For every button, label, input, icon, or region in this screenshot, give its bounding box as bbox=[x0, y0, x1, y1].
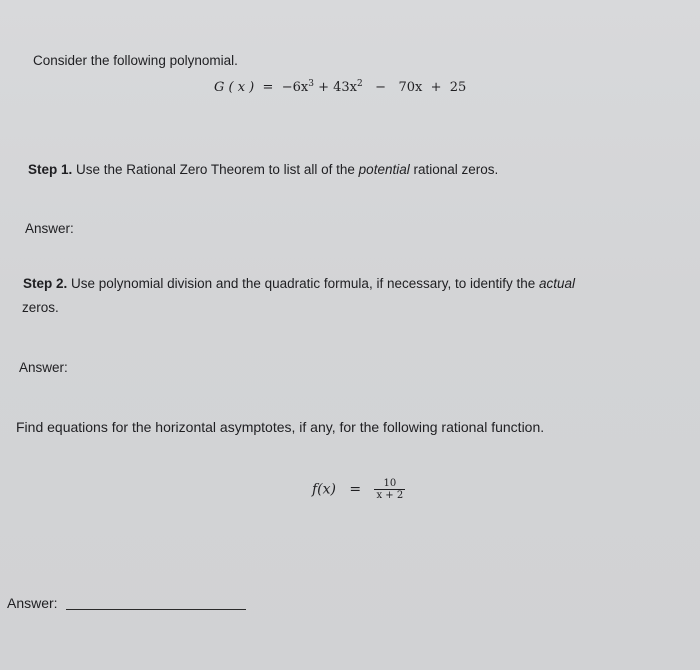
answer-3-label: Answer: bbox=[7, 595, 58, 611]
polynomial-equation bbox=[214, 79, 466, 95]
step-2-instruction: Step 2. Use polynomial division and the quadratic formula, if necessary, to identify the actual bbox=[23, 276, 576, 291]
answer-3-row bbox=[7, 595, 246, 611]
fraction-numerator: 10 bbox=[374, 478, 405, 490]
step-2-label: Step 2. bbox=[23, 276, 68, 291]
op-2: + bbox=[318, 80, 329, 95]
asymptote-question: Find equations for the horizontal asymptotes, if any, for the following rational function. bbox=[16, 419, 545, 435]
term-1: $-6x^3$ bbox=[281, 79, 314, 95]
step-2-emphasis: actual bbox=[539, 276, 576, 291]
rational-lhs: f(x) bbox=[312, 481, 337, 498]
term-3: 70x bbox=[398, 80, 423, 95]
step-1-label: Step 1. bbox=[28, 162, 73, 177]
answer-1-label: Answer: bbox=[25, 221, 74, 236]
rational-equals: = bbox=[349, 481, 362, 498]
op-3: − bbox=[375, 80, 387, 95]
term-4: 25 bbox=[449, 80, 467, 95]
answer-2-label: Answer: bbox=[19, 360, 68, 375]
rational-function bbox=[312, 478, 405, 501]
polynomial-lhs: G ( x ) bbox=[214, 80, 255, 95]
step-2-continuation: zeros. bbox=[22, 300, 59, 315]
intro-text: Consider the following polynomial. bbox=[33, 53, 238, 68]
step-1-instruction: Step 1. Use the Rational Zero Theorem to list all of the potential rational zeros. bbox=[28, 162, 499, 177]
fraction-denominator: x + 2 bbox=[376, 490, 404, 501]
fraction bbox=[374, 478, 405, 501]
equals-sign: = bbox=[262, 80, 274, 95]
term-2: $43x^2$ bbox=[333, 79, 363, 95]
step-1-emphasis: potential bbox=[358, 162, 410, 177]
answer-blank-line[interactable] bbox=[66, 608, 246, 610]
op-4: + bbox=[430, 80, 442, 95]
